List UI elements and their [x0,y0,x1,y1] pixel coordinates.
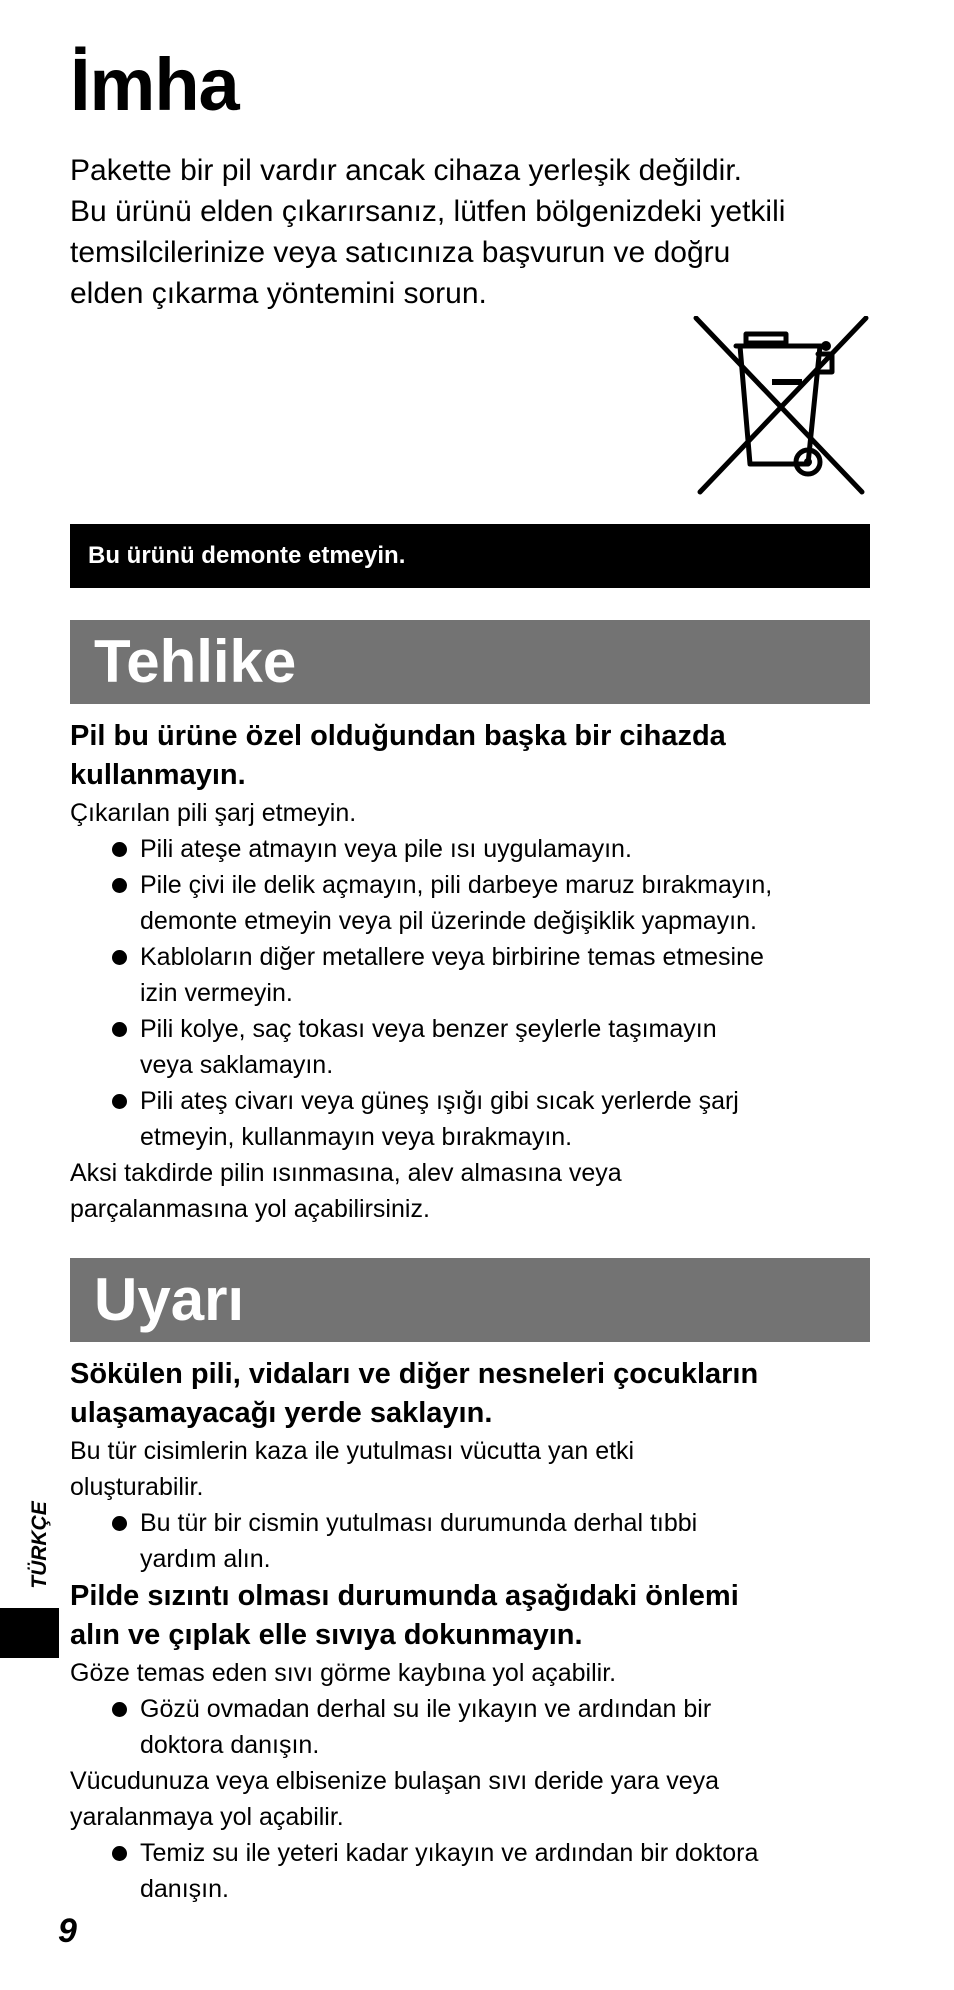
bold-line: Pil bu ürüne özel olduğundan başka bir cihazda [70,720,726,752]
intro-line: Pakette bir pil vardır ancak cihaza yerleşik değildir. [70,154,742,187]
bullet-text: Pili ateş civarı veya güneş ışığı gibi sıcak yerlerde şarj [140,1087,739,1115]
bullet-text: yardım alın. [140,1545,271,1573]
danger-bullet-list [70,831,870,1155]
bullet-text: Pile çivi ile delik açmayın, pili darbeye maruz bırakmayın, [140,871,773,899]
do-not-disassemble-banner: Bu ürünü demonte etmeyin. [70,524,870,588]
list-item [70,939,870,1011]
warning-text-2: Göze temas eden sıvı görme kaybına yol açabilir. [70,1659,617,1687]
list-item [70,867,870,939]
bullet-text: doktora danışın. [140,1731,320,1759]
bold-line: Pilde sızıntı olması durumunda aşağıdaki önlemi [70,1580,739,1612]
bullet-text: veya saklamayın. [140,1051,334,1079]
language-side-tab [10,1495,70,1595]
danger-outro [70,1155,870,1227]
warning-bullet-list-2 [70,1691,870,1763]
page-number: 9 [58,1912,77,1950]
warning-bullet-list-3 [70,1835,870,1907]
warning-text-3 [70,1763,870,1835]
warning-heading: Uyarı [70,1258,870,1342]
danger-bold-statement [70,717,870,795]
intro-line: Bu ürünü elden çıkarırsanız, lütfen bölgenizdeki yetkili [70,195,786,228]
bold-line: ulaşamayacağı yerde saklayın. [70,1397,493,1429]
warning-text-1 [70,1433,870,1505]
warning-bold-statement-2 [70,1577,870,1655]
list-item [70,831,870,867]
list-item [70,1011,870,1083]
page-title: İmha [70,43,239,126]
intro-line: elden çıkarma yöntemini sorun. [70,277,487,310]
warning-bold-statement-1 [70,1355,870,1433]
bullet-text: izin vermeyin. [140,979,293,1007]
text-line: oluşturabilir. [70,1473,204,1501]
danger-intro: Çıkarılan pili şarj etmeyin. [70,799,357,827]
list-item [70,1083,870,1155]
crossed-out-wheelie-bin-icon [690,316,870,496]
bullet-text: etmeyin, kullanmayın veya bırakmayın. [140,1123,573,1151]
list-item [70,1691,870,1763]
bullet-text: demonte etmeyin veya pil üzerinde değişiklik yapmayın. [140,907,757,935]
bullet-text: Gözü ovmadan derhal su ile yıkayın ve ardından bir [140,1695,712,1723]
disposal-intro [70,150,870,314]
bullet-text: Temiz su ile yeteri kadar yıkayın ve ardından bir doktora [140,1839,759,1867]
bullet-text: Kabloların diğer metallere veya birbirine temas etmesine [140,943,764,971]
text-line: Bu tür cisimlerin kaza ile yutulması vücutta yan etki [70,1437,635,1465]
text-line: yaralanmaya yol açabilir. [70,1803,344,1831]
bold-line: alın ve çıplak elle sıvıya dokunmayın. [70,1619,583,1651]
danger-section [70,717,870,1227]
bullet-text: danışın. [140,1875,229,1903]
language-label: TÜRKÇE [28,1501,51,1589]
outro-line: parçalanmasına yol açabilirsiniz. [70,1195,430,1223]
intro-line: temsilcilerinize veya satıcınıza başvurun ve doğru [70,236,731,269]
warning-bullet-list-1 [70,1505,870,1577]
list-item [70,1835,870,1907]
language-tab-marker [0,1608,59,1658]
bold-line: Sökülen pili, vidaları ve diğer nesneleri çocukların [70,1358,759,1390]
outro-line: Aksi takdirde pilin ısınmasına, alev almasına veya [70,1159,622,1187]
bullet-text: Bu tür bir cismin yutulması durumunda derhal tıbbi [140,1509,698,1537]
warning-section [70,1355,870,1907]
text-line: Vücudunuza veya elbisenize bulaşan sıvı deride yara veya [70,1767,720,1795]
list-item [70,1505,870,1577]
bullet-text: Pili kolye, saç tokası veya benzer şeylerle taşımayın [140,1015,717,1043]
bullet-text: Pili ateşe atmayın veya pile ısı uygulamayın. [140,835,632,863]
bold-line: kullanmayın. [70,759,246,791]
danger-heading: Tehlike [70,620,870,704]
